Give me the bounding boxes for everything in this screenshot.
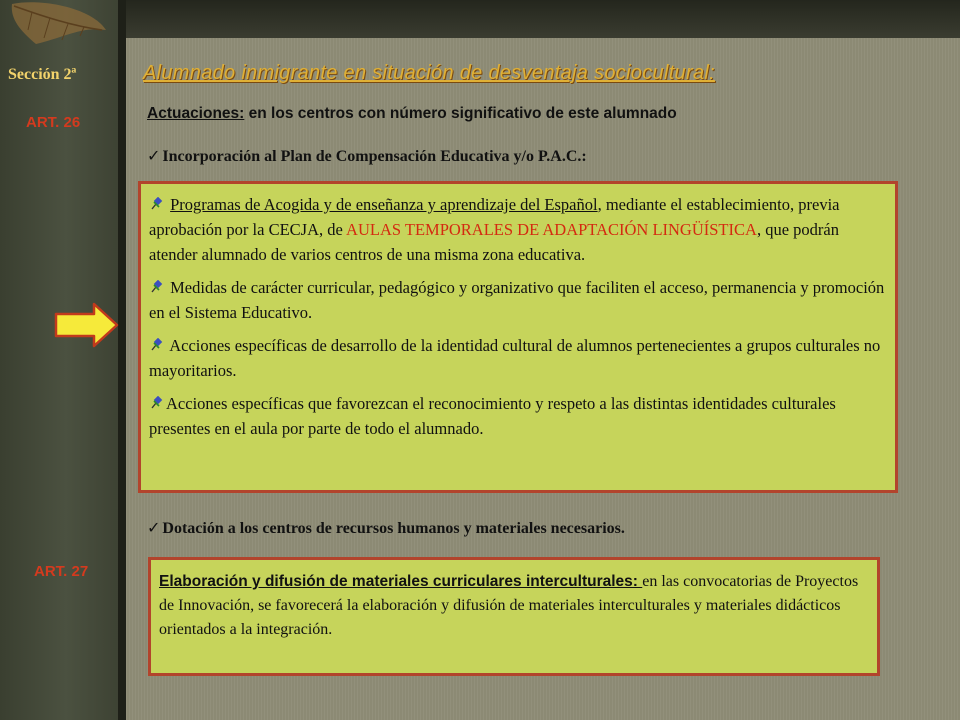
slide-title: Alumnado inmigrante en situación de desventaja sociocultural: bbox=[143, 62, 715, 84]
list-item-identidad-cultural: Acciones específicas de desarrollo de la identidad cultural de alumnos pertenecientes a grupos culturales no mayoritarios. bbox=[149, 336, 881, 380]
pushpin-bullet-icon bbox=[149, 338, 163, 352]
materiales-text: Elaboración y difusión de materiales curriculares interculturales: en las convocatorias de Proyectos de Innovación, se favorecerá la elaboración y difusión de materiales interculturales y materiales didácticos orientados a la integración. bbox=[159, 573, 859, 638]
list-item-reconocimiento: Acciones específicas que favorezcan el reconocimiento y respeto a las distintas identidades culturales presentes en el aula por parte de todo el alumnado. bbox=[149, 394, 836, 438]
sidebar bbox=[0, 0, 120, 720]
leaf-icon bbox=[2, 0, 114, 60]
pushpin-bullet-icon bbox=[149, 280, 163, 294]
actuaciones-label: Actuaciones: bbox=[147, 105, 245, 122]
top-bar bbox=[126, 0, 960, 38]
pushpin-bullet-icon bbox=[149, 396, 163, 410]
actuaciones-text: en los centros con número significativo de este alumnado bbox=[244, 105, 677, 122]
medidas-box bbox=[138, 181, 898, 493]
checkmark-icon: ✓ bbox=[147, 518, 161, 537]
art-26-label: ART. 26 bbox=[26, 114, 81, 131]
check-item-dotacion: ✓ Dotación a los centros de recursos humanos y materiales necesarios. bbox=[147, 518, 625, 537]
checkmark-icon: ✓ bbox=[147, 146, 161, 165]
section-label: Sección 2ª bbox=[8, 66, 77, 83]
art-27-label: ART. 27 bbox=[34, 563, 89, 580]
sidebar-divider bbox=[118, 0, 126, 720]
check-item-compensacion: ✓ Incorporación al Plan de Compensación Educativa y/o P.A.C.: bbox=[147, 146, 587, 165]
actuaciones-line bbox=[147, 105, 677, 123]
pushpin-bullet-icon bbox=[149, 197, 163, 211]
materiales-box bbox=[148, 557, 880, 676]
list-item-programas: Programas de Acogida y de enseñanza y aprendizaje del Español, mediante el establecimiento, previa aprobación por la CECJA, de AULAS TEMPORALES DE ADAPTACIÓN LINGÜÍSTICA, que podrán atender alumnado de varios centros de una misma zona educativa. bbox=[149, 195, 840, 264]
list-item-medidas: Medidas de carácter curricular, pedagógico y organizativo que faciliten el acceso, permanencia y promoción en el Sistema Educativo. bbox=[149, 278, 885, 322]
right-arrow-icon bbox=[54, 302, 120, 348]
